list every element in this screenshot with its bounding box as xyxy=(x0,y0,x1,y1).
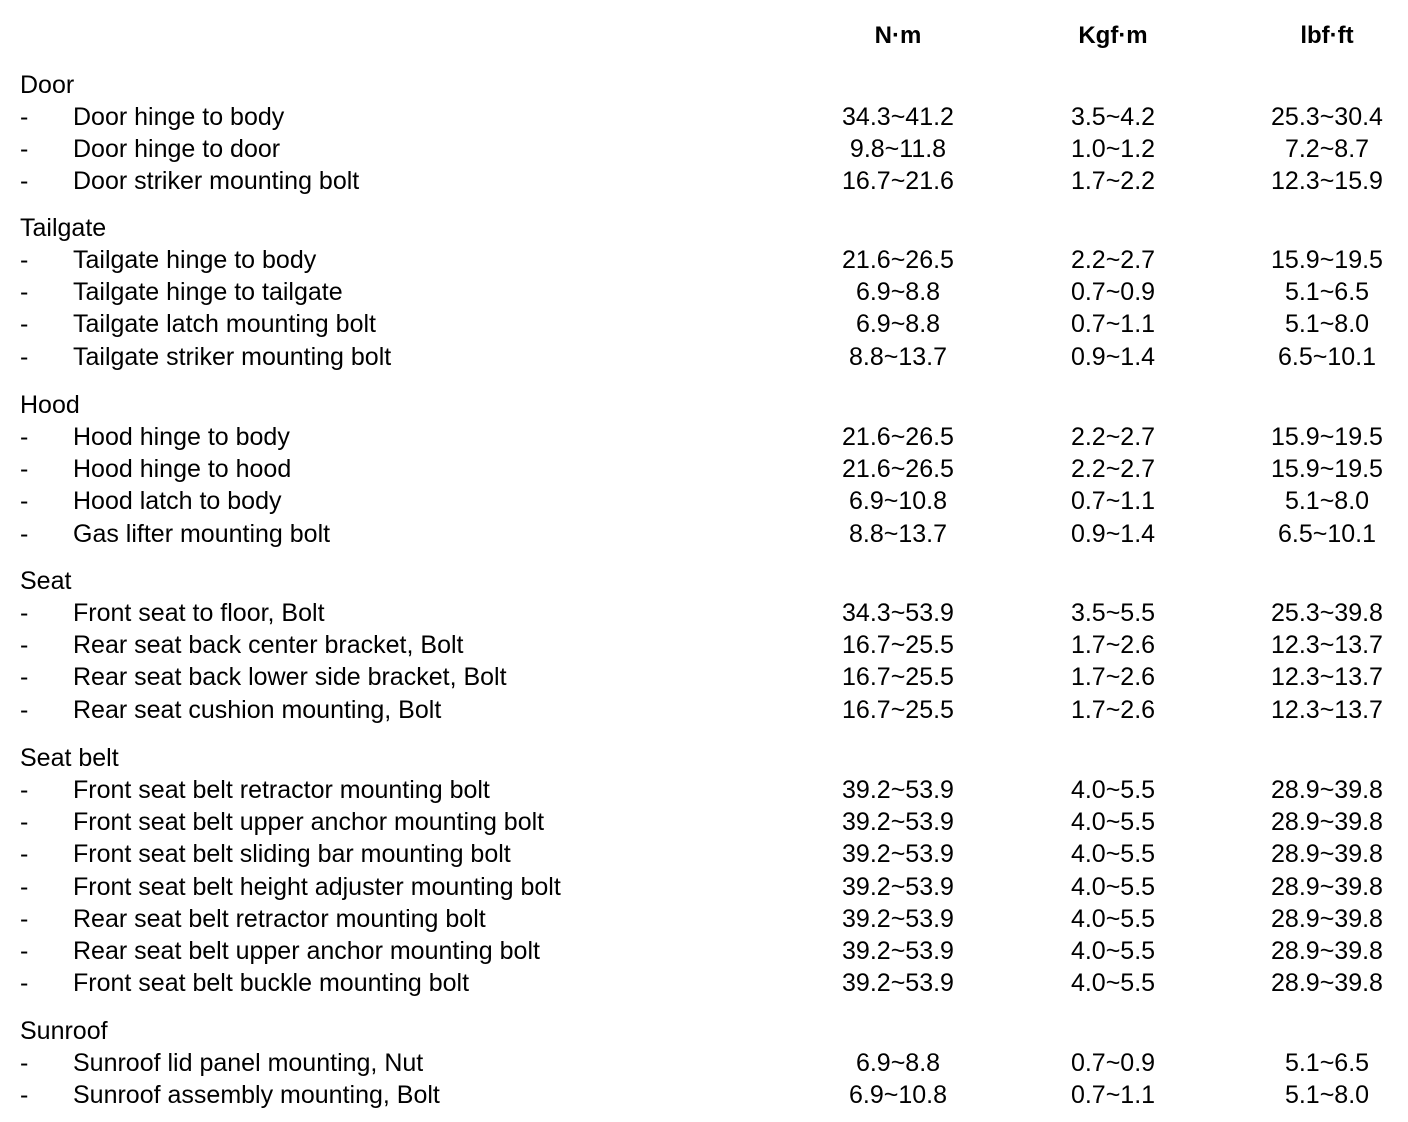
value-kgf: 0.7~1.1 xyxy=(1070,1081,1156,1109)
item-label: Front seat to floor, Bolt xyxy=(73,599,325,627)
value-nm: 6.9~8.8 xyxy=(855,310,941,338)
value-lbf: 28.9~39.8 xyxy=(1271,776,1383,804)
list-bullet: - xyxy=(20,631,29,659)
item-label: Door hinge to body xyxy=(73,103,285,131)
value-nm: 21.6~26.5 xyxy=(842,455,954,483)
table-row xyxy=(0,486,1408,516)
value-nm: 6.9~10.8 xyxy=(848,487,947,515)
table-row xyxy=(0,342,1408,372)
table-row xyxy=(0,102,1408,132)
value-nm: 21.6~26.5 xyxy=(842,246,954,274)
value-nm: 39.2~53.9 xyxy=(842,905,954,933)
item-label: Tailgate hinge to body xyxy=(73,246,317,274)
item-label: Hood hinge to body xyxy=(73,423,290,451)
value-lbf: 6.5~10.1 xyxy=(1277,520,1376,548)
value-nm: 16.7~25.5 xyxy=(842,663,954,691)
section-title: Seat xyxy=(20,567,72,595)
table-row xyxy=(0,309,1408,339)
list-bullet: - xyxy=(20,520,29,548)
value-nm: 6.9~8.8 xyxy=(855,278,941,306)
list-bullet: - xyxy=(20,599,29,627)
table-row xyxy=(0,807,1408,837)
value-nm: 6.9~8.8 xyxy=(855,1049,941,1077)
value-kgf: 1.7~2.2 xyxy=(1070,167,1156,195)
item-label: Front seat belt sliding bar mounting bolt xyxy=(73,840,511,868)
list-bullet: - xyxy=(20,455,29,483)
list-bullet: - xyxy=(20,1049,29,1077)
value-nm: 39.2~53.9 xyxy=(842,776,954,804)
value-kgf: 0.7~1.1 xyxy=(1070,310,1156,338)
value-nm: 21.6~26.5 xyxy=(842,423,954,451)
value-lbf: 12.3~15.9 xyxy=(1271,167,1383,195)
table-row xyxy=(0,454,1408,484)
value-kgf: 0.7~1.1 xyxy=(1070,487,1156,515)
value-kgf: 0.7~0.9 xyxy=(1070,1049,1156,1077)
value-kgf: 4.0~5.5 xyxy=(1070,840,1156,868)
item-label: Front seat belt upper anchor mounting bolt xyxy=(73,808,545,836)
value-kgf: 1.7~2.6 xyxy=(1070,696,1156,724)
value-nm: 39.2~53.9 xyxy=(842,808,954,836)
table-row xyxy=(0,936,1408,966)
list-bullet: - xyxy=(20,1081,29,1109)
list-bullet: - xyxy=(20,423,29,451)
list-bullet: - xyxy=(20,278,29,306)
item-label: Tailgate hinge to tailgate xyxy=(73,278,343,306)
table-row xyxy=(0,134,1408,164)
value-lbf: 15.9~19.5 xyxy=(1271,423,1383,451)
table-row xyxy=(0,422,1408,452)
section-header-row xyxy=(0,70,1408,100)
table-row xyxy=(0,872,1408,902)
list-bullet: - xyxy=(20,135,29,163)
value-kgf: 1.0~1.2 xyxy=(1070,135,1156,163)
value-lbf: 25.3~39.8 xyxy=(1271,599,1383,627)
list-bullet: - xyxy=(20,343,29,371)
value-lbf: 5.1~8.0 xyxy=(1284,1081,1370,1109)
section-header-row xyxy=(0,566,1408,596)
value-kgf: 3.5~5.5 xyxy=(1070,599,1156,627)
value-nm: 16.7~21.6 xyxy=(842,167,954,195)
list-bullet: - xyxy=(20,310,29,338)
list-bullet: - xyxy=(20,167,29,195)
value-nm: 6.9~10.8 xyxy=(848,1081,947,1109)
table-row xyxy=(0,277,1408,307)
value-lbf: 6.5~10.1 xyxy=(1277,343,1376,371)
item-label: Front seat belt buckle mounting bolt xyxy=(73,969,470,997)
section-title: Door xyxy=(20,71,75,99)
section-title: Sunroof xyxy=(20,1017,108,1045)
table-row xyxy=(0,245,1408,275)
value-lbf: 28.9~39.8 xyxy=(1271,905,1383,933)
value-lbf: 28.9~39.8 xyxy=(1271,873,1383,901)
section-header-row xyxy=(0,213,1408,243)
table-row xyxy=(0,775,1408,805)
column-header-kgf: Kgf·m xyxy=(1078,22,1148,49)
item-label: Rear seat belt upper anchor mounting bolt xyxy=(73,937,540,965)
value-lbf: 7.2~8.7 xyxy=(1284,135,1370,163)
value-nm: 8.8~13.7 xyxy=(848,520,947,548)
value-kgf: 4.0~5.5 xyxy=(1070,873,1156,901)
item-label: Rear seat back lower side bracket, Bolt xyxy=(73,663,507,691)
value-nm: 39.2~53.9 xyxy=(842,873,954,901)
item-label: Hood latch to body xyxy=(73,487,282,515)
list-bullet: - xyxy=(20,776,29,804)
value-kgf: 0.9~1.4 xyxy=(1070,343,1156,371)
value-kgf: 1.7~2.6 xyxy=(1070,663,1156,691)
value-lbf: 15.9~19.5 xyxy=(1271,455,1383,483)
value-kgf: 2.2~2.7 xyxy=(1070,423,1156,451)
value-nm: 39.2~53.9 xyxy=(842,969,954,997)
table-row xyxy=(0,839,1408,869)
list-bullet: - xyxy=(20,905,29,933)
list-bullet: - xyxy=(20,969,29,997)
value-lbf: 5.1~6.5 xyxy=(1284,1049,1370,1077)
table-row xyxy=(0,630,1408,660)
list-bullet: - xyxy=(20,487,29,515)
value-lbf: 12.3~13.7 xyxy=(1271,631,1383,659)
table-row xyxy=(0,695,1408,725)
table-row xyxy=(0,1048,1408,1078)
value-kgf: 3.5~4.2 xyxy=(1070,103,1156,131)
value-kgf: 4.0~5.5 xyxy=(1070,808,1156,836)
table-row xyxy=(0,1080,1408,1110)
table-row xyxy=(0,662,1408,692)
list-bullet: - xyxy=(20,840,29,868)
value-nm: 16.7~25.5 xyxy=(842,696,954,724)
section-header-row xyxy=(0,743,1408,773)
item-label: Door striker mounting bolt xyxy=(73,167,360,195)
item-label: Gas lifter mounting bolt xyxy=(73,520,331,548)
column-header-lbf: lbf·ft xyxy=(1300,22,1354,49)
value-nm: 39.2~53.9 xyxy=(842,937,954,965)
item-label: Rear seat cushion mounting, Bolt xyxy=(73,696,442,724)
value-lbf: 5.1~8.0 xyxy=(1284,310,1370,338)
item-label: Sunroof assembly mounting, Bolt xyxy=(73,1081,440,1109)
item-label: Hood hinge to hood xyxy=(73,455,292,483)
value-nm: 8.8~13.7 xyxy=(848,343,947,371)
item-label: Tailgate striker mounting bolt xyxy=(73,343,392,371)
value-lbf: 28.9~39.8 xyxy=(1271,840,1383,868)
value-kgf: 4.0~5.5 xyxy=(1070,937,1156,965)
value-lbf: 28.9~39.8 xyxy=(1271,937,1383,965)
item-label: Rear seat belt retractor mounting bolt xyxy=(73,905,486,933)
column-header-nm: N·m xyxy=(874,22,922,49)
value-kgf: 1.7~2.6 xyxy=(1070,631,1156,659)
value-lbf: 12.3~13.7 xyxy=(1271,663,1383,691)
list-bullet: - xyxy=(20,663,29,691)
table-row xyxy=(0,598,1408,628)
value-kgf: 0.9~1.4 xyxy=(1070,520,1156,548)
value-nm: 16.7~25.5 xyxy=(842,631,954,659)
value-kgf: 2.2~2.7 xyxy=(1070,246,1156,274)
value-lbf: 25.3~30.4 xyxy=(1271,103,1383,131)
list-bullet: - xyxy=(20,696,29,724)
value-nm: 39.2~53.9 xyxy=(842,840,954,868)
item-label: Rear seat back center bracket, Bolt xyxy=(73,631,464,659)
list-bullet: - xyxy=(20,246,29,274)
value-lbf: 5.1~6.5 xyxy=(1284,278,1370,306)
table-row xyxy=(0,519,1408,549)
section-title: Tailgate xyxy=(20,214,107,242)
value-kgf: 4.0~5.5 xyxy=(1070,776,1156,804)
table-row xyxy=(0,968,1408,998)
value-lbf: 5.1~8.0 xyxy=(1284,487,1370,515)
section-title: Hood xyxy=(20,391,80,419)
value-lbf: 12.3~13.7 xyxy=(1271,696,1383,724)
item-label: Sunroof lid panel mounting, Nut xyxy=(73,1049,424,1077)
item-label: Front seat belt retractor mounting bolt xyxy=(73,776,490,804)
list-bullet: - xyxy=(20,937,29,965)
list-bullet: - xyxy=(20,103,29,131)
item-label: Door hinge to door xyxy=(73,135,281,163)
value-lbf: 28.9~39.8 xyxy=(1271,808,1383,836)
item-label: Tailgate latch mounting bolt xyxy=(73,310,376,338)
item-label: Front seat belt height adjuster mounting bolt xyxy=(73,873,561,901)
value-lbf: 15.9~19.5 xyxy=(1271,246,1383,274)
value-kgf: 0.7~0.9 xyxy=(1070,278,1156,306)
section-header-row xyxy=(0,390,1408,420)
value-nm: 9.8~11.8 xyxy=(849,135,947,163)
list-bullet: - xyxy=(20,808,29,836)
section-header-row xyxy=(0,1016,1408,1046)
value-kgf: 4.0~5.5 xyxy=(1070,905,1156,933)
value-kgf: 4.0~5.5 xyxy=(1070,969,1156,997)
value-lbf: 28.9~39.8 xyxy=(1271,969,1383,997)
list-bullet: - xyxy=(20,873,29,901)
section-title: Seat belt xyxy=(20,744,119,772)
value-kgf: 2.2~2.7 xyxy=(1070,455,1156,483)
value-nm: 34.3~53.9 xyxy=(842,599,954,627)
table-row xyxy=(0,904,1408,934)
table-row xyxy=(0,166,1408,196)
value-nm: 34.3~41.2 xyxy=(842,103,954,131)
